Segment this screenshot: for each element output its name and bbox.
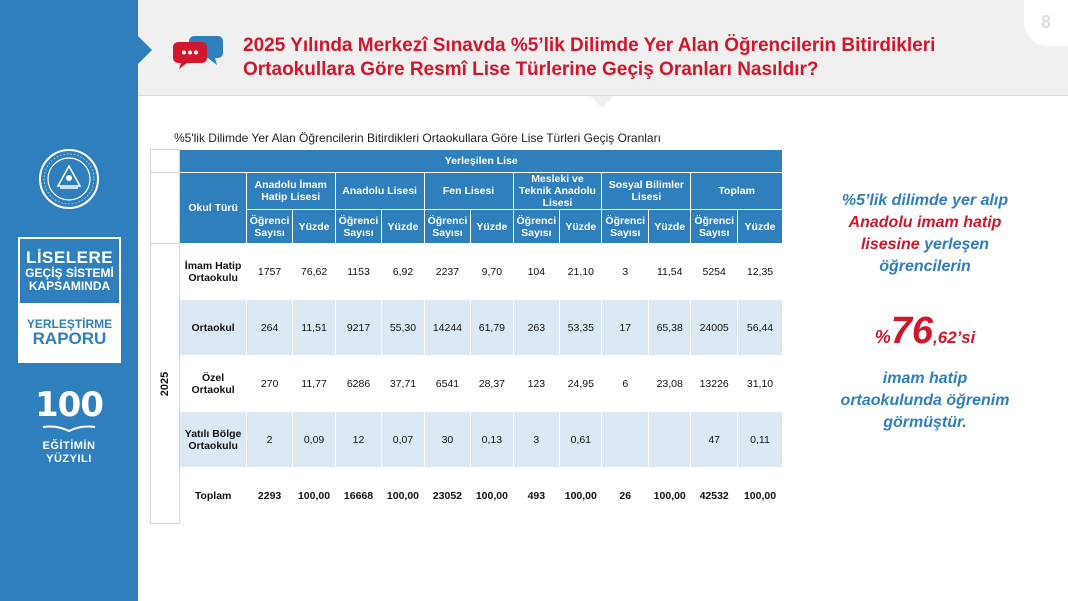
table-cell: 37,71 (382, 356, 424, 412)
sub-header-count: Öğrenci Sayısı (602, 210, 649, 244)
table-cell: 3 (602, 244, 649, 300)
table-cell: 24005 (691, 300, 738, 356)
corner-cell (151, 173, 180, 244)
table-cell: 2 (246, 412, 293, 468)
table-cell: 100,00 (382, 468, 424, 524)
table-cell: 24,95 (560, 356, 602, 412)
table-cell: 16668 (335, 468, 382, 524)
transition-table (150, 149, 783, 524)
callout-text-bottom (808, 368, 1042, 434)
row-label: Ortaokul (180, 300, 246, 356)
table-cell: 1153 (335, 244, 382, 300)
centennial-number: 100 (35, 385, 103, 425)
callout-line: yerleşen (919, 236, 990, 253)
row-label: İmam Hatip Ortaokulu (180, 244, 246, 300)
table-cell: 6 (602, 356, 649, 412)
table-cell: 100,00 (649, 468, 691, 524)
percent-whole: 76 (890, 310, 934, 352)
sub-header-count: Öğrenci Sayısı (335, 210, 382, 244)
table-cell (602, 412, 649, 468)
centennial-line-1: EĞİTİMİN (42, 440, 96, 452)
sub-header-pct: Yüzde (649, 210, 691, 244)
report-line-2: GEÇİŞ SİSTEMİ (25, 266, 114, 281)
table-row (151, 412, 783, 468)
table-cell: 2293 (246, 468, 293, 524)
table-cell: 26 (602, 468, 649, 524)
table-cell: 493 (513, 468, 560, 524)
table-cell: 6,92 (382, 244, 424, 300)
sub-header-pct: Yüzde (471, 210, 513, 244)
centennial-line-2: YÜZYILI (46, 453, 92, 465)
table-cell: 65,38 (649, 300, 691, 356)
callout-text-top (808, 190, 1042, 278)
table-row (151, 356, 783, 412)
year-label: 2025 (159, 371, 172, 396)
table-cell: 11,51 (293, 300, 335, 356)
table-caption: %5'lik Dilimde Yer Alan Öğrencilerin Bitirdikleri Ortaokullara Göre Lise Türleri Geçiş Oranları (174, 131, 661, 145)
table-cell: 30 (424, 412, 471, 468)
report-line-1: LİSELERE (25, 248, 114, 268)
table-cell: 1757 (246, 244, 293, 300)
table-cell: 21,10 (560, 244, 602, 300)
callout-line: ortaokulunda öğrenim (840, 392, 1010, 409)
table-cell: 0,13 (471, 412, 513, 468)
table-cell: 0,09 (293, 412, 335, 468)
table-cell: 76,62 (293, 244, 335, 300)
group-header: Toplam (691, 173, 783, 210)
report-line-3: KAPSAMINDA (28, 278, 111, 293)
page-number: 8 (1024, 0, 1068, 46)
percent-symbol: % (874, 327, 891, 347)
table-cell: 17 (602, 300, 649, 356)
table-cell: 11,77 (293, 356, 335, 412)
group-header: Mesleki ve Teknik Anadolu Lisesi (513, 173, 602, 210)
callout-line: öğrencilerin (879, 258, 971, 275)
row-label: Özel Ortaokul (180, 356, 246, 412)
sub-header-count: Öğrenci Sayısı (513, 210, 560, 244)
table-cell: 13226 (691, 356, 738, 412)
table-cell: 23,08 (649, 356, 691, 412)
table-cell: 2237 (424, 244, 471, 300)
callout-line: görmüştür. (883, 414, 967, 431)
table-row (151, 244, 783, 300)
table-cell: 270 (246, 356, 293, 412)
table-cell: 9217 (335, 300, 382, 356)
table-cell: 11,54 (649, 244, 691, 300)
year-cell (151, 244, 180, 524)
table-cell: 31,10 (738, 356, 783, 412)
sub-header-pct: Yüzde (382, 210, 424, 244)
table-cell (649, 412, 691, 468)
table-cell: 100,00 (471, 468, 513, 524)
top-header: Yerleşilen Lise (180, 150, 783, 173)
table-cell: 264 (246, 300, 293, 356)
row-label: Toplam (180, 468, 246, 524)
report-badge (18, 237, 121, 363)
sub-header-count: Öğrenci Sayısı (424, 210, 471, 244)
table-cell: 12,35 (738, 244, 783, 300)
table-cell: 0,11 (738, 412, 783, 468)
sub-header-count: Öğrenci Sayısı (691, 210, 738, 244)
header-pointer (590, 96, 614, 108)
group-header: Anadolu İmam Hatip Lisesi (246, 173, 335, 210)
table-cell: 14244 (424, 300, 471, 356)
centennial-logo (30, 385, 108, 466)
table-cell: 0,61 (560, 412, 602, 468)
corner-cell (151, 150, 180, 173)
table-cell: 6541 (424, 356, 471, 412)
table-cell: 61,79 (471, 300, 513, 356)
callout-line: %5’lik dilimde yer alıp (841, 192, 1009, 209)
table-cell: 28,37 (471, 356, 513, 412)
sub-header-count: Öğrenci Sayısı (246, 210, 293, 244)
row-label: Yatılı Bölge Ortaokulu (180, 412, 246, 468)
table-cell: 42532 (691, 468, 738, 524)
callout-line-highlight: Anadolu imam hatip (848, 214, 1002, 231)
group-header: Anadolu Lisesi (335, 173, 424, 210)
sub-header-pct: Yüzde (293, 210, 335, 244)
table-cell: 23052 (424, 468, 471, 524)
table-cell: 47 (691, 412, 738, 468)
report-line-4: YERLEŞTİRME (26, 316, 113, 331)
page-title: 2025 Yılında Merkezî Sınavda %5’lik Dilimde Yer Alan Öğrencilerin Bitirdikleri Ortaokullara Göre Resmî Lise Türlerine Geçiş Oranları Nasıldır? (243, 35, 936, 80)
table-cell: 0,07 (382, 412, 424, 468)
sidebar (0, 0, 138, 601)
table-cell: 53,35 (560, 300, 602, 356)
sub-header-pct: Yüzde (560, 210, 602, 244)
percent-fraction: ,62’si (933, 328, 976, 347)
header-arrow-icon (138, 36, 152, 64)
table-cell: 9,70 (471, 244, 513, 300)
table-cell: 55,30 (382, 300, 424, 356)
table-cell: 3 (513, 412, 560, 468)
table-row-total (151, 468, 783, 524)
open-book-icon (39, 425, 99, 435)
table-cell: 104 (513, 244, 560, 300)
report-line-5: RAPORU (32, 329, 107, 349)
table-cell: 12 (335, 412, 382, 468)
table-cell: 123 (513, 356, 560, 412)
callout-line: imam hatip (882, 370, 968, 387)
callout-percentage (808, 310, 1042, 353)
table-cell: 56,44 (738, 300, 783, 356)
table-cell: 263 (513, 300, 560, 356)
group-header: Fen Lisesi (424, 173, 513, 210)
table-cell: 100,00 (738, 468, 783, 524)
chat-bubbles-icon (172, 32, 224, 70)
table-cell: 6286 (335, 356, 382, 412)
sub-header-pct: Yüzde (738, 210, 783, 244)
okul-turu-header: Okul Türü (180, 173, 246, 244)
group-header: Sosyal Bilimler Lisesi (602, 173, 691, 210)
ministry-emblem-icon (38, 148, 100, 210)
callout-line-highlight: lisesine (860, 236, 920, 253)
table-row (151, 300, 783, 356)
table-cell: 100,00 (560, 468, 602, 524)
table-cell: 100,00 (293, 468, 335, 524)
table-cell: 5254 (691, 244, 738, 300)
